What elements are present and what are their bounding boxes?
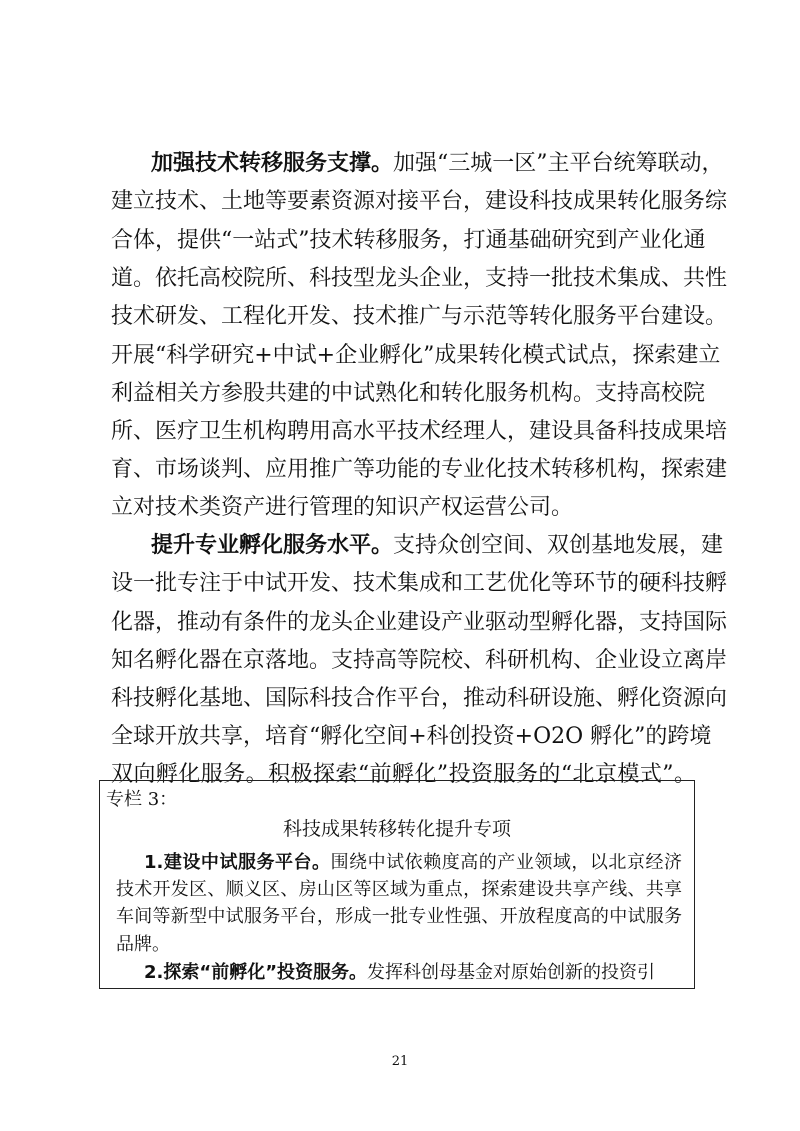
box-line: 品牌。 — [116, 934, 170, 955]
paragraph-line: 合体，提供“一站式”技术转移服务，打通基础研究到产业化通 — [111, 228, 706, 253]
paragraph-line: 育、市场谈判、应用推广等功能的专业化技术转移机构，探索建 — [111, 457, 728, 482]
paragraph-heading: 加强技术转移服务支撑。 — [151, 151, 394, 176]
paragraph-line: 利益相关方参股共建的中试熟化和转化服务机构。支持高校院 — [111, 381, 706, 406]
paragraph-line: 双向孵化服务。积极探索“前孵化”投资服务的“北京模式”。 — [111, 762, 696, 787]
page-number: 21 — [391, 1054, 409, 1069]
paragraph-line: 化器，推动有条件的龙头企业建设产业驱动型孵化器，支持国际 — [111, 610, 728, 635]
paragraph-line: 提升专业孵化服务水平。支持众创空间、双创基地发展，建 — [151, 533, 724, 558]
paragraph-line: 建立技术、土地等要素资源对接平台，建设科技成果转化服务综 — [111, 189, 728, 214]
paragraph-line: 科技孵化基地、国际科技合作平台，推动科研设施、孵化资源向 — [111, 686, 728, 711]
paragraph-line: 技术研发、工程化开发、技术推广与示范等转化服务平台建设。 — [111, 304, 728, 329]
box-line: 技术开发区、顺义区、房山区等区域为重点，探索建设共享产线、共享 — [116, 879, 682, 900]
paragraph-line: 全球开放共享，培育“孵化空间+科创投资+O2O 孵化”的跨境 — [111, 724, 712, 749]
paragraph-line: 设一批专注于中试开发、技术集成和工艺优化等环节的硬科技孵 — [111, 571, 728, 596]
box-label: 专栏 3： — [106, 789, 178, 810]
box-title: 科技成果转移转化提升专项 — [282, 818, 511, 840]
paragraph-line: 立对技术类资产进行管理的知识产权运营公司。 — [111, 495, 574, 520]
paragraph-heading: 提升专业孵化服务水平。 — [151, 533, 394, 558]
paragraph-line: 知名孵化器在京落地。支持高等院校、科研机构、企业设立离岸 — [111, 648, 728, 673]
box-item-heading: 2.探索“前孵化”投资服务。 — [144, 962, 368, 983]
paragraph-line: 开展“科学研究+中试+企业孵化”成果转化模式试点，探索建立 — [111, 343, 721, 368]
box-line: 1.建设中试服务平台。围绕中试依赖度高的产业领域，以北京经济 — [144, 852, 682, 873]
box-line: 2.探索“前孵化”投资服务。发挥科创母基金对原始创新的投资引 — [144, 962, 656, 983]
paragraph-line: 加强技术转移服务支撑。加强“三城一区”主平台统筹联动， — [151, 151, 724, 176]
box-line: 车间等新型中试服务平台，形成一批专业性强、开放程度高的中试服务 — [116, 906, 682, 927]
box-item-heading: 1.建设中试服务平台。 — [144, 852, 331, 873]
paragraph-line: 道。依托高校院所、科技型龙头企业，支持一批技术集成、共性 — [111, 266, 728, 291]
paragraph-line: 所、医疗卫生机构聘用高水平技术经理人，建设具备科技成果培 — [111, 419, 728, 444]
